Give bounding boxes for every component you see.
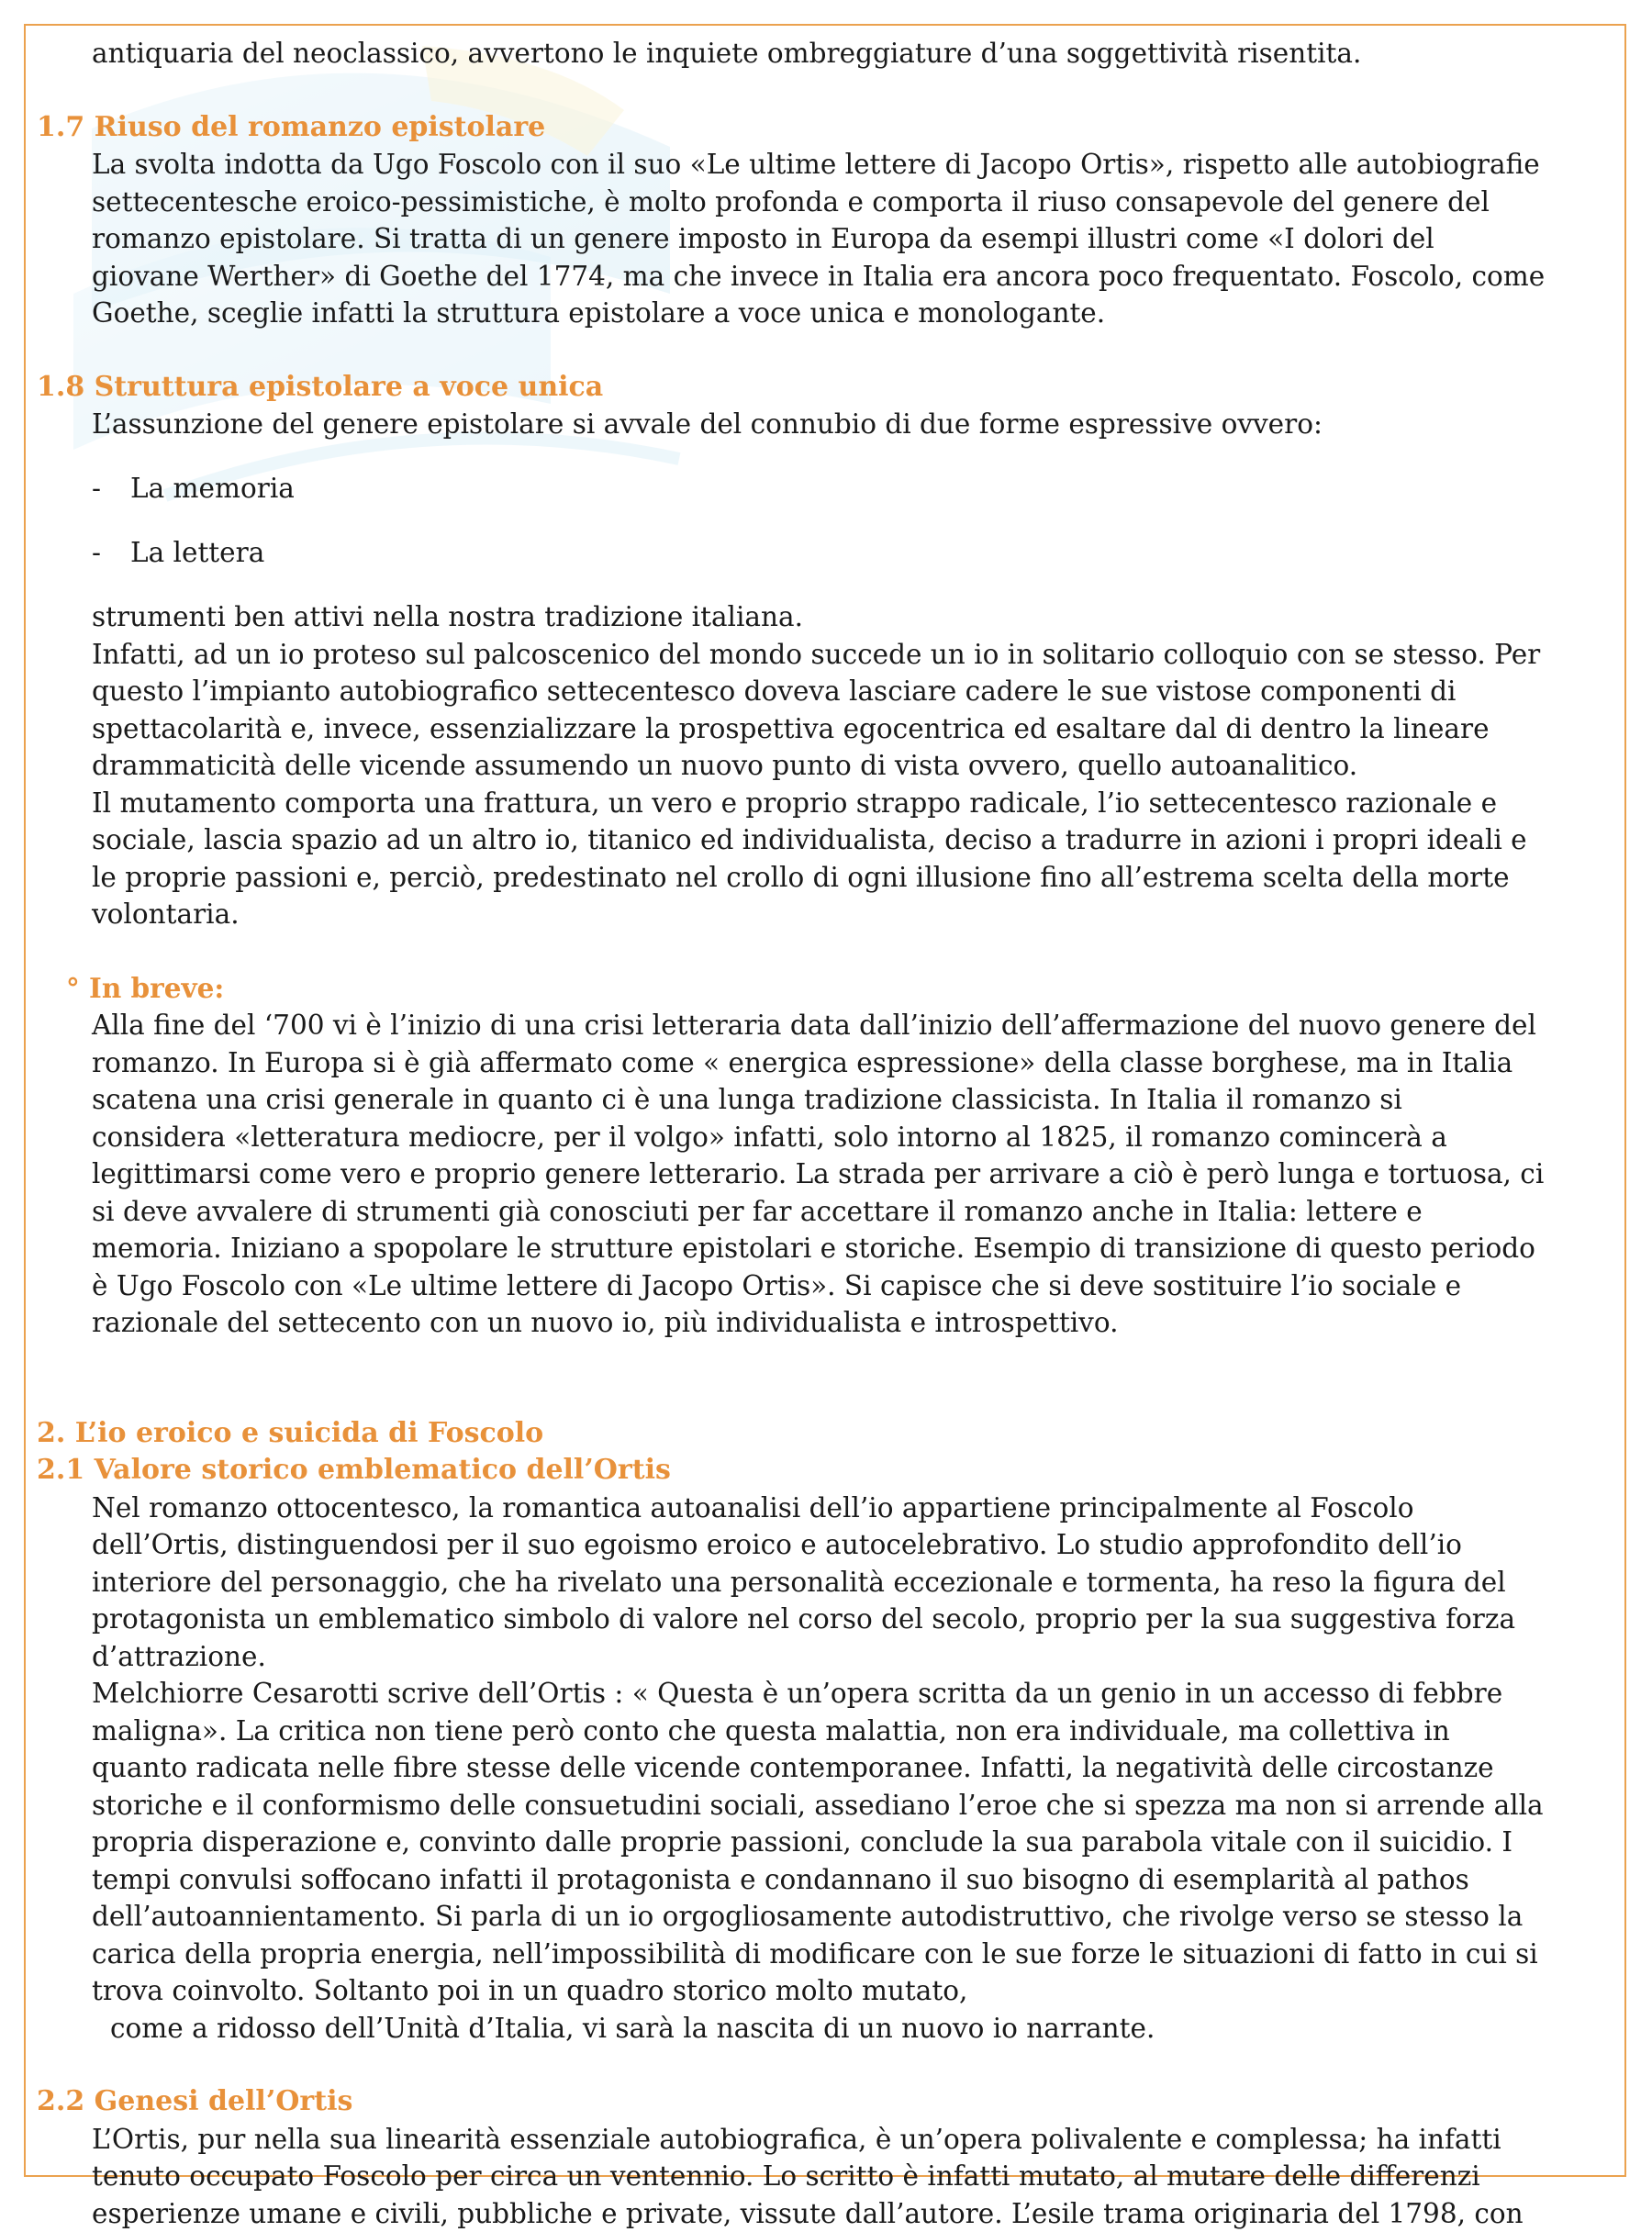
list-item-label: La lettera: [130, 537, 264, 568]
paragraph-line: L’Ortis, pur nella sua linearità essenziale autobiografica, è un’opera polivalente e complessa; ha infatti: [92, 2121, 1606, 2159]
paragraph-line: Alla fine del ‘700 vi è l’inizio di una crisi letteraria data dall’inizio dell’affermazione del nuovo genere del: [92, 1007, 1606, 1044]
paragraph-line: tempi convulsi soffocano infatti il protagonista e condannano il suo bisogno di esemplarità al pathos: [92, 1861, 1606, 1899]
paragraph-line: protagonista un emblematico simbolo di valore nel corso del secolo, proprio per la sua suggestiva forza: [92, 1601, 1606, 1638]
paragraph-line: esperienze umane e civili, pubbliche e private, vissute dall’autore. L’esile trama originaria del 1798, con: [92, 2195, 1606, 2232]
paragraph-line: si deve avvalere di strumenti già conosciuti per far accettare il romanzo anche in Italia: lettere e: [92, 1193, 1606, 1231]
list-item: [92, 470, 1606, 508]
paragraph-line: maligna». La critica non tiene però conto che questa malattia, non era individuale, ma collettiva in: [92, 1713, 1606, 1750]
paragraph-line: memoria. Iniziano a spopolare le strutture epistolari e storiche. Esempio di transizione di questo periodo: [92, 1230, 1606, 1267]
paragraph-line: Il mutamento comporta una frattura, un vero e proprio strappo radicale, l’io settecentesco razionale e: [92, 785, 1606, 822]
paragraph-line: quanto radicata nelle fibre stesse delle vicende contemporanee. Infatti, la negatività delle circostanze: [92, 1749, 1606, 1787]
paragraph-line: le proprie passioni e, perciò, predestinato nel crollo di ogni illusione fino all’estrema scelta della morte: [92, 859, 1606, 897]
paragraph-line: scatena una crisi generale in quanto ci è una lunga tradizione classicista. In Italia il romanzo si: [92, 1081, 1606, 1119]
document-body: [37, 35, 1606, 2232]
paragraph-line: Nel romanzo ottocentesco, la romantica autoanalisi dell’io appartiene principalmente al Foscolo: [92, 1490, 1606, 1527]
paragraph-line: Melchiorre Cesarotti scrive dell’Ortis : « Questa è un’opera scritta da un genio in un accesso di febbre: [92, 1675, 1606, 1713]
paragraph-line: tenuto occupato Foscolo per circa un ventennio. Lo scritto è infatti mutato, al mutare delle differenzi: [92, 2158, 1606, 2195]
paragraph-line: legittimarsi come vero e proprio genere letterario. La strada per arrivare a ciò è però lunga e tortuosa, ci: [92, 1155, 1606, 1193]
heading-2-2: 2.2 Genesi dell’Ortis: [37, 2083, 1606, 2121]
paragraph-line: interiore del personaggio, che ha rivelato una personalità eccezionale e tormenta, ha reso la figura del: [92, 1564, 1606, 1601]
paragraph-line: romanzo epistolare. Si tratta di un genere imposto in Europa da esempi illustri come «I dolori del: [92, 220, 1606, 258]
paragraph-line: d’attrazione.: [92, 1638, 1606, 1676]
paragraph-line: razionale del settecento con un nuovo io, più individualista e introspettivo.: [92, 1304, 1606, 1342]
heading-1-8: 1.8 Struttura epistolare a voce unica: [37, 369, 1606, 407]
paragraph-line: considera «letteratura mediocre, per il volgo» infatti, solo intorno al 1825, il romanzo comincerà a: [92, 1119, 1606, 1156]
list-item: [92, 534, 1606, 572]
paragraph-line: giovane Werther» di Goethe del 1774, ma che invece in Italia era ancora poco frequentato. Foscolo, come: [92, 258, 1606, 296]
in-breve-heading: ° In breve:: [66, 970, 1606, 1008]
paragraph-line: Goethe, sceglie infatti la struttura epistolare a voce unica e monologante.: [92, 295, 1606, 332]
paragraph-line: drammaticità delle vicende assumendo un nuovo punto di vista ovvero, quello autoanalitico.: [92, 747, 1606, 785]
paragraph-line: L’assunzione del genere epistolare si avvale del connubio di due forme espressive ovvero:: [92, 406, 1606, 443]
paragraph-line: Infatti, ad un io proteso sul palcoscenico del mondo succede un io in solitario colloquio con se stesso. Per: [92, 636, 1606, 674]
paragraph-line: storiche e il conformismo delle consuetudini sociali, assediano l’eroe che si spezza ma non si arrende alla: [92, 1787, 1606, 1825]
heading-2: 2. L’io eroico e suicida di Foscolo: [37, 1415, 1606, 1453]
paragraph-line: volontaria.: [92, 896, 1606, 933]
heading-1-7: 1.7 Riuso del romanzo epistolare: [37, 109, 1606, 147]
paragraph-line: carica della propria energia, nell’impossibilità di modificare con le sue forze le situazioni di fatto in cui si: [92, 1936, 1606, 1973]
paragraph-line: come a ridosso dell’Unità d’Italia, vi sarà la nascita di un nuovo io narrante.: [110, 2010, 1606, 2048]
heading-2-1: 2.1 Valore storico emblematico dell’Ortis: [37, 1452, 1606, 1490]
paragraph-line: sociale, lascia spazio ad un altro io, titanico ed individualista, deciso a tradurre in azioni i propri ideali e: [92, 821, 1606, 859]
paragraph-line: dell’autoannientamento. Si parla di un io orgogliosamente autodistruttivo, che rivolge verso se stesso la: [92, 1898, 1606, 1936]
bullet-dash: -: [92, 534, 130, 572]
paragraph-line: strumenti ben attivi nella nostra tradizione italiana.: [92, 598, 1606, 636]
paragraph-line: La svolta indotta da Ugo Foscolo con il suo «Le ultime lettere di Jacopo Ortis», rispetto alle autobiografie: [92, 146, 1606, 184]
intro-line: antiquaria del neoclassico, avvertono le inquiete ombreggiature d’una soggettività risentita.: [92, 35, 1606, 73]
paragraph-line: questo l’impianto autobiografico settecentesco doveva lasciare cadere le sue vistose componenti di: [92, 673, 1606, 710]
paragraph-line: settecentesche eroico-pessimistiche, è molto profonda e comporta il riuso consapevole del genere del: [92, 184, 1606, 221]
paragraph-line: romanzo. In Europa si è già affermato come « energica espressione» della classe borghese, ma in Italia: [92, 1044, 1606, 1082]
paragraph-line: trova coinvolto. Soltanto poi in un quadro storico molto mutato,: [92, 1972, 1606, 2010]
paragraph-line: dell’Ortis, distinguendosi per il suo egoismo eroico e autocelebrativo. Lo studio approfondito dell’io: [92, 1526, 1606, 1564]
paragraph-line: è Ugo Foscolo con «Le ultime lettere di Jacopo Ortis». Si capisce che si deve sostituire l’io sociale e: [92, 1267, 1606, 1305]
paragraph-line: spettacolarità e, invece, essenzializzare la prospettiva egocentrica ed esaltare dal di dentro la lineare: [92, 710, 1606, 748]
list-item-label: La memoria: [130, 473, 295, 504]
bullet-dash: -: [92, 470, 130, 508]
paragraph-line: propria disperazione e, convinto dalle proprie passioni, conclude la sua parabola vitale con il suicidio. I: [92, 1824, 1606, 1861]
